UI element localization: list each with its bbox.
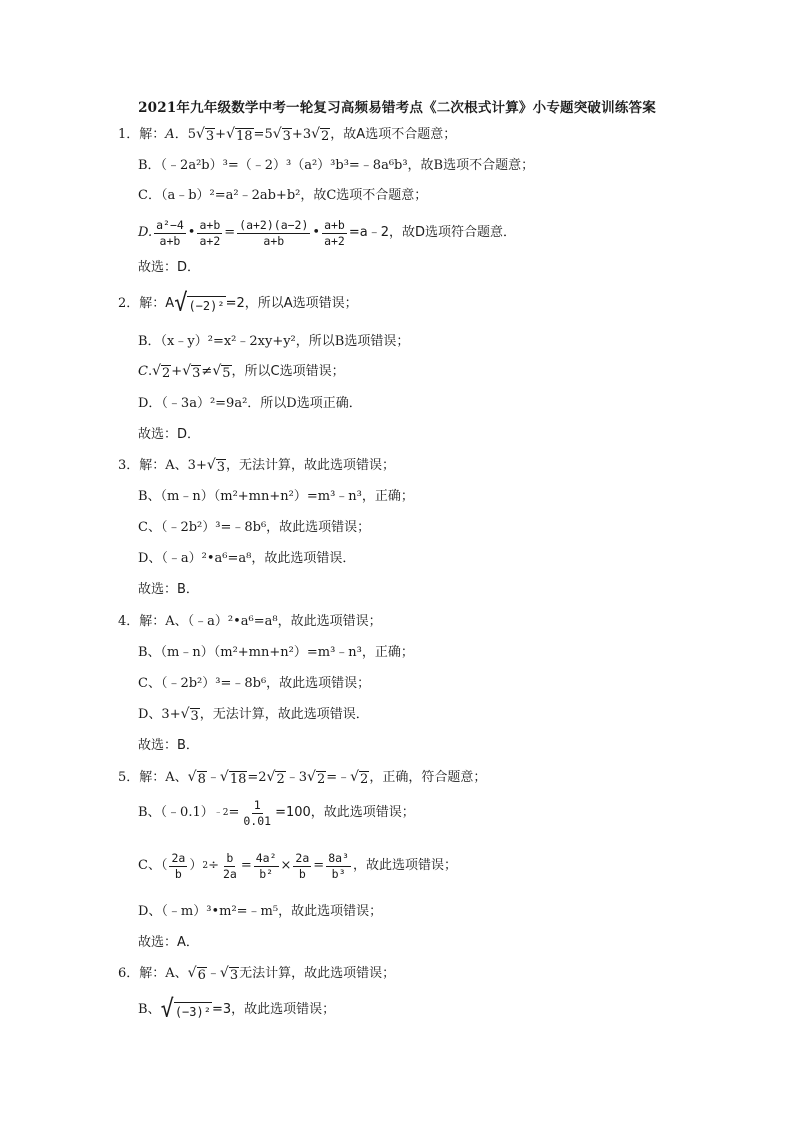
q4-d-verdict: ，无法计算，故此选项错误． xyxy=(199,707,369,722)
q6-line-a xyxy=(118,964,395,984)
q3-number: 3． xyxy=(118,458,140,473)
q4-a-text: 解：A、（﹣a）²•a⁶=a⁸，故此选项错误； xyxy=(139,614,382,629)
q1-number: 1． xyxy=(118,127,140,142)
q3-line-a xyxy=(118,456,395,476)
q5-answer: 故选：A． xyxy=(138,935,199,950)
q3-line-c: C、（﹣2b²）³=﹣8b⁶，故此选项错误； xyxy=(138,520,371,535)
q2-c-expression: C . √ 2 + √ 3 ≠ √ 5 xyxy=(138,363,231,381)
q1-line-a xyxy=(118,125,456,145)
q3-line-b: B、（m﹣n）（m²+mn+n²）=m³﹣n³，正确； xyxy=(138,489,414,504)
q1-a-verdict: ，故A选项不合题意； xyxy=(330,127,457,142)
q4-answer: 故选：B． xyxy=(138,738,199,753)
q3-answer: 故选：B． xyxy=(138,582,199,597)
q5-a-verdict: ，正确，符合题意； xyxy=(369,770,487,785)
q5-a-expression: 解：A、 √ 8 ﹣ √ 18 =2 √ 2 ﹣3 √ 2 =﹣ √ 2 xyxy=(139,769,369,787)
q5-b-expression: B、（﹣0.1） ﹣2 = $\frac{1}{0.01}$ xyxy=(138,797,272,828)
q3-a-verdict: ，无法计算，故此选项错误； xyxy=(226,458,396,473)
q2-line-a xyxy=(118,290,358,318)
q3-a-expression: 解：A、3+ √ 3 xyxy=(139,457,226,475)
q5-b-verdict: =100，故此选项错误； xyxy=(275,805,415,820)
q1-d-frac-3: $\frac{(a+2)(a-2)}{a+b}$ xyxy=(239,217,309,248)
q1-a-expression: A ．5 √ 3 + √ 18 =5 √ 3 +3 √ 2 xyxy=(165,126,330,144)
q5-line-a xyxy=(118,768,486,788)
q4-d-expression: D、3+ √ 3 xyxy=(138,706,199,724)
q2-solution-lead: 解：A xyxy=(139,296,175,311)
q1-d-tail: =a﹣2，故D选项符合题意． xyxy=(348,225,516,240)
q4-line-b: B、（m﹣n）（m²+mn+n²）=m³﹣n³，正确； xyxy=(138,645,414,660)
page-title: 2021年九年级数学中考一轮复习高频易错考点《二次根式计算》小专题突破训练答案 xyxy=(138,100,656,116)
q6-a-verdict: 无法计算，故此选项错误； xyxy=(239,966,396,981)
q1-answer: 故选：D． xyxy=(138,260,201,275)
q4-line-c: C、（﹣2b²）³=﹣8b⁶，故此选项错误； xyxy=(138,676,371,691)
q1-line-b: B．（﹣2a²b）³=（﹣2）³（a²）³b³=﹣8a⁶b³，故B选项不合题意； xyxy=(138,158,535,173)
q4-number: 4． xyxy=(118,614,140,629)
q1-line-c: C．（a﹣b）²=a²﹣2ab+b²，故C选项不合题意； xyxy=(138,188,428,203)
q2-a-radical: √ (−2)² xyxy=(174,289,225,318)
q2-c-verdict: ，所以C选项错误； xyxy=(231,364,345,379)
q6-b-verdict: =3，故此选项错误； xyxy=(211,1002,336,1017)
q1-d-frac-2: $\frac{a+b}{a+2}$ xyxy=(199,217,221,248)
q5-c-expression: C、（ $\frac{2a}{b}$ ） 2 ÷ $\frac{b}{2a}$ = $\frac{\text{4a²}}{\text{b²}}$ × $\frac{2a}{b}$ = $\frac{\text{8a³}}{\text{b³}}$ xyxy=(138,850,349,881)
q6-line-b xyxy=(138,996,335,1024)
q2-line-c xyxy=(138,362,345,382)
q1-d-frac-1: $\frac{\text{a²−4}}{a+b}$ xyxy=(156,217,184,248)
q2-number: 2． xyxy=(118,296,140,311)
q2-a-verdict: =2，所以A选项错误； xyxy=(225,296,358,311)
q3-line-d: D、（﹣a）²•a⁶=a⁸，故此选项错误． xyxy=(138,551,356,566)
q1-d-frac-4: $\frac{a+b}{a+2}$ xyxy=(324,217,345,248)
q5-c-verdict: ，故此选项错误； xyxy=(352,858,457,873)
q5-line-d: D、（﹣m）³•m²=﹣m⁵，故此选项错误； xyxy=(138,904,383,919)
q1-line-d: D. $\frac{\text{a²−4}}{a+b}$ • $\frac{a+b}{a+2}$ = $\frac{(a+2)(a-2)}{a+b}$ • $\frac{a+b}{a+2}$ =a﹣2，故D选项符合题意． xyxy=(138,216,516,250)
q6-number: 6． xyxy=(118,966,140,981)
q6-b-expression: B、 √ (−3)² xyxy=(138,995,211,1024)
q4-line-a xyxy=(118,612,382,632)
q6-a-expression: 解：A、 √ 6 ﹣ √ 3 xyxy=(139,965,239,983)
q1-solution-lead: 解： xyxy=(139,127,166,142)
q5-line-b xyxy=(138,796,415,830)
q4-line-d xyxy=(138,705,369,725)
q2-answer: 故选：D． xyxy=(138,427,201,442)
q5-line-c xyxy=(138,846,457,886)
q5-number: 5． xyxy=(118,770,140,785)
q1-d-label: D. xyxy=(138,225,153,240)
q2-line-d: D．（﹣3a）²=9a²．所以D选项正确． xyxy=(138,396,362,411)
q2-line-b: B．（x﹣y）²=x²﹣2xy+y²，所以B选项错误； xyxy=(138,334,410,349)
